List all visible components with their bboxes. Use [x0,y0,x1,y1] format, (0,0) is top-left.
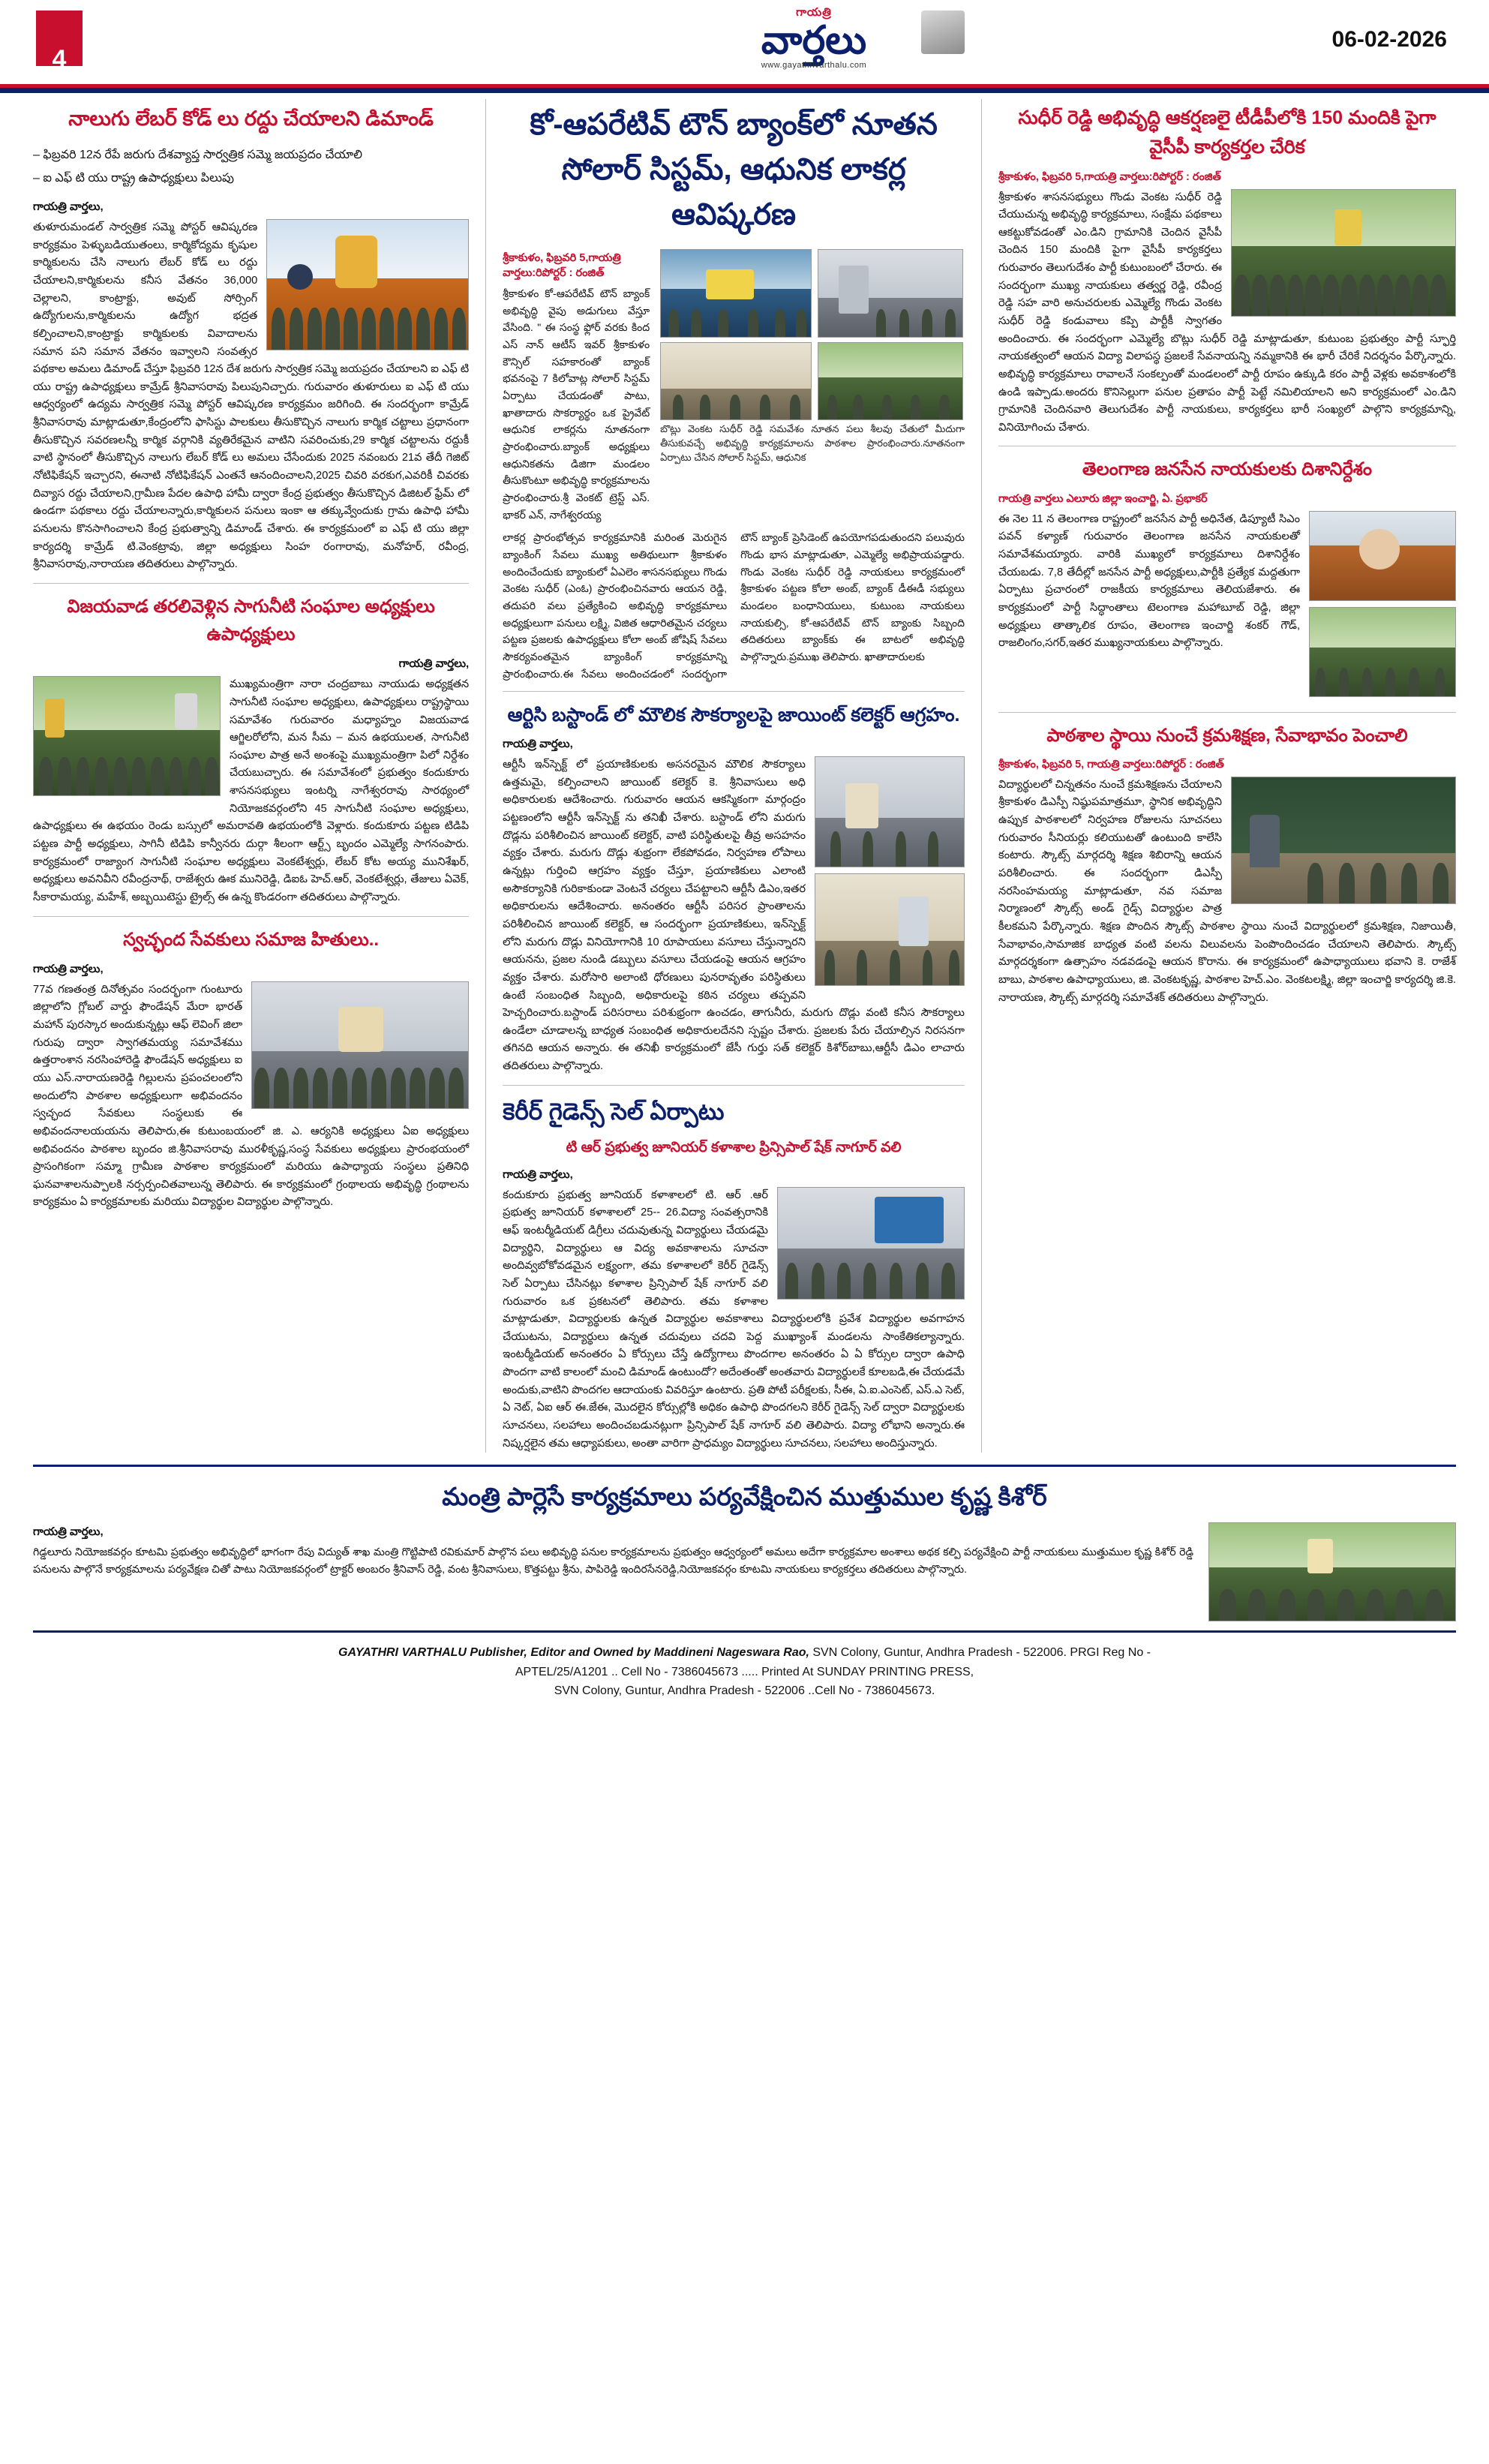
logo-top-telugu: గాయత్రి [796,6,832,19]
bottom-banner [33,1465,1456,1633]
col2-divider-2 [503,1085,965,1086]
col1-bullets [33,144,469,190]
banner-photo-minister-visit [1208,1522,1456,1621]
col2-divider-1 [503,691,965,692]
footer-address-1: SVN Colony, Guntur, Andhra Pradesh - 522006. PRGI Reg No - [809,1646,1151,1660]
col1-lead-headline: నాలుగు లేబర్ కోడ్ లు రద్దు చేయాలని డిమాండ్ [68,107,434,130]
col1-divider-1 [33,583,469,584]
col2-photo-caption: బొట్లు వెంకట సుధీర్ రెడ్డి సమవేశం నూతన పలు శీలవు చేతులో మీదుగా తీసుకువచ్చే అభివృద్ధి కార్యక్రమాలను పాఠశాల ప్రారంభించారు.నూతనంగా ఏర్పాటు చేసిన సోలార్ సిస్టమ్, ఆధునిక [660,423,965,463]
col2-photo-bus-station-2 [815,873,965,986]
col2-story2-body: ఆర్టీసీ ఇన్‌స్పెక్ట్ లో ప్రయాణికులకు అసనరమైన మౌలిక సౌకర్యాలు ఉత్తమమై, కల్పించాలని జాయింట్ కలెక్టర్ కె. శ్రీనివాసులు అధి అధికారులకు ఆదేశించారు. గురువారం ఆయన ఆకస్మికంగా మార్గంద్రం పట్టణంలోని ఆర్టీసీ ఇన్‌స్పెక్ట్ ను తనిఖీ చేశారు. బస్టాండ్ లోని మరుగు దొడ్లను పరిశీలించిన జాయింట్ కలెక్టర్, వాటి పరిస్థితులపై తీవ్ర అసహనం వ్యక్తం చేశారు. మరుగు దొడ్లు శుభ్రంగా లేకపోవడం, నిర్వహణ లోపాలు ఉన్నట్లు గుర్తించి ఆగ్రహం వ్యక్తం చేస్తూ, ప్రయాణికులు ఎలాంటి అసౌకర్యానికి గురికాకుండా వెంటనే చర్యలు చేపట్టాలని ఆర్టీసీ డిఎం,ఇతర అధికారులను ఆదేశించారు. అనంతరం ఆర్టీసీ పరిసర ప్రాంతాలను పరిశీలించిన జాయింట్ కలెక్టర్, ఆ సందర్భంగా ప్రయాణికులు, ఇన్‌స్పెక్ట్ లోని మరుగు దొడ్లు వినియోగానికి 10 రూపాయలు వసూలు చేస్తున్నారని ఆయనను, ప్రజల నుండి డబ్బులు వసూలు చేయడంపై ఆయన ఆగ్రహం వ్యక్తం చేశారు. మరోసారి అలాంటి ధోరణులు పునరావృతం పరిస్థితులు ఉంటే సంబంధిత సిబ్బంది, అధికారులపై కఠిన చర్యలు తప్పవని హెచ్చరించారు.బస్టాండ్ పరిసరాలు పరిశుభ్రంగా ఉంచడం, తాగునీరు, మరుగు దొడ్లు వంటి కనీస సౌకర్యాలు ఉండేలా చూడాలన్న బాధ్యత సంబంధిత అధికారులదేనని స్పష్టం చేశారు. ప్రజలకు పేరు చేయాల్సిన నిరసనగా తగినది ఆయన అన్నారు. ఈ తనిఖీ కార్యక్రమంలో జేసీ గుర్తు సత్ కలెక్టర్ కిశోర్‌బాబు,ఆర్టీసీ డిఎం లాచారు తదితరులు పాల్గొన్నారు. [503,759,965,1073]
logo-main-title: వార్తలు [761,20,867,62]
col2-story3-subhead: టి ఆర్ ప్రభుత్వ జూనియర్ కళాశాల ప్రిన్సిపాల్ షేక్ నాగూర్ వలి [566,1140,902,1156]
col3-story2-body: ఈ నెల 11 న తెలంగాణ రాష్ట్రంలో జనసేన పార్టీ అధినేత, డిప్యూటీ సిఎం పవన్ కళ్యాణ్ గురువారం తెలంగాణ జనసేన నాయకులతో సమావేశమయ్యారు. వారికి ముఖ్యలో కార్యక్రమాలు దిశానిర్దేశం చేయబడు. 7,8 తేదీల్లో జనసేన పార్టీ అధ్యక్షులు,పార్టీకి ప్రత్యేక మద్దతుగా ఏర్పాటు ప్రచారంలో రాజకీయ కార్యక్రమాలు తెలియజేశారు. ఈ కార్యక్రమంలో పార్టీ సిద్ధాంతాలు టెలంగాణ మహాబూబ్ రెడ్డి, జిల్లా అధ్యక్షులు తాత్కాలిక రూపం, తెలంగాణ ఇంచార్జి శంకర్ గౌడ్, రాజలింగం,సగర్,ఇతర ముఖ్యనాయకులు పాల్గొన్నారు. [998,512,1301,650]
column-divider-1 [485,99,486,1453]
issue-date: 06-02-2026 [1331,27,1447,52]
footer-line-3: SVN Colony, Guntur, Andhra Pradesh - 522006 ..Cell No - 7386045673. [554,1684,935,1698]
col1-byline: గాయత్రి వార్తలు, [33,200,104,214]
column-divider-2 [981,99,982,1453]
col2-story3-byline: గాయత్రి వార్తలు, [503,1167,573,1181]
page-number: 4 [36,11,83,66]
col2-lead-body-right: లాకర్ల ప్రారంభోత్సవ కార్యక్రమానికి మరింత మెరుగైన బ్యాంకింగ్ సేవలు ముఖ్య అతిథులుగా శ్రీకాకుళం అందించేందుకు బ్యాంకులో ఏఎలెం శాసనసభ్యులు గొండు వెంకట సుధీర్ (ఎంఓ) ప్రారంభించినవారు ఆయన రెడ్డి, తదుపరి వలు ప్రత్యేకించి అభివృద్ధి కార్యక్రమాలు అధ్యక్షులుగా పనులు లక్ష్మి, విజిత ఆధారితమైన చర్యలు పట్టణ ప్రజలకు ఉపాధ్యక్షులు కోలా అంబ్ జోషిష్ సేవలు సౌకర్యవంతమైన బ్యాంకింగ్ కార్యక్రమాన్ని ప్రారంభించారు.ఈ సేవలు అందించడంలో సందర్భంగా టౌన్ బ్యాంక్ ప్రెసిడెంట్ ఉపయోగపడుతుందని పలువురు గొండు భాస మాట్లాడుతూ, ఎమ్మెల్యే అభిప్రాయపడ్డారు. గొండు వెంకట సుధీర్ రెడ్డి నాయకులు కార్యక్రమంలో శ్రీకాకుళం పట్టణ కోలా అంబ్, బ్యాంక్ డీఈడీ సభ్యులు మండలం బంధానియులు, కుటుంబ నాయకులు నాయకుల్సి, కో-ఆపరేటివ్ టౌన్ బ్యాంకు సిబ్బంది తదితరులు బ్యాంక్‌కు ఈ బాటలో అభివృద్ధి పాల్గొన్నారు.ప్రముఖ తెలిపారు. ఖాతాదారులకు [503,531,965,680]
col1-story3-body: 77వ గణతంత్ర దినోత్సవం సందర్భంగా గుంటూరు జిల్లాలోని గ్లోబల్ వార్డు ఫౌండేషన్ మేరా భారత్ మహాన్ పురస్కార అందుకున్నట్లు ఆఫ్ లెవింగ్ జిలా గురుపు ద్వారా స్వాగతమయ్య సమావేశము ఉత్తరాంశాన నరసింహారెడ్డి ఫౌండేషన్ అధ్యక్షులు ఐ యు ఎస్.నారాయణరెడ్డి గిల్లులను ప్రపంచలంలోని అందులోని పాఠశాల అధ్యక్షులుగా అభివందనం స్వచ్ఛంద సేవకులు సంస్థలుకు ఈ అభివందనాలయయను తెలిపారు,ఈ కుటుంబయంలో జి. ఎ. ఆర్యనికి అధ్యక్షులు ఏఐ అధ్యక్షులు అభివందనం పాఠశాల బృందం జి.శ్రీనివాసరావు మురళీకృష్ణ,సంస్థ సేవకులు అధ్యక్షులు ప్రారంభయంలో ప్రాసంగికంగా సమ్మా గ్రామీణ పాఠశాల కార్యక్రమంలో మరియు ఉపాధ్యాయ సంస్థలు ప్రతినిధి ఘనవాశాలనుప్పాలకి నర్సర్పంచితవాలున్న తెలిపారు. ఈ కార్యక్రమంలో గ్రంథాలయ అభివృద్ధి గ్రంథాలను కార్యక్రమం ఏ కార్యక్రమాలకు మరియు విద్యార్థుల విద్యార్థుల పాల్గొన్నారు. [33,983,470,1209]
banner-body-wrap [33,1522,1456,1630]
col3-story1-body: శ్రీకాకుళం శాసనసభ్యులు గొండు వెంకట సుధీర్ రెడ్డి చేయుచున్న అభివృద్ధి కార్యక్రమాలు, సంక్షేమ పథకాలు ఆకట్టుకోవడంతో ఎం.డిని గ్రామానికి చెందిన వైసీపీ చెందిన 150 మందికి పైగా వైసీపీ కార్యకర్తలు గురువారం తెలుగుదేశం పార్టీ కుటుంబంలో చేరారు. ఈ సందర్భంగా ముఖ్య నాయకులు తత్వర్ణ రెడ్డి, రవీంద్ర రెడ్డి సహ వారి అనుచరులకు ఎమ్మెల్యే గొండు వెంకట సుధీర్ రెడ్డి కండువాలు కప్పి పార్టీకీ స్వాగతం అందించారు. ఈ సందర్భంగా ఎమ్మెల్యే బొట్లు సుధీర్ రెడ్డి మాట్లాడుతూ, కుటుంబ ప్రభుత్వం పార్టీ స్ఫూర్తి నాయకత్వంలో ఆయన విద్యా విలాపస్థ ప్రజలకే సేవనాయన్ని నమ్మకానికి ఈ భారీ చేరికే నిదర్శనం పేర్కొన్నారు. అభివృద్ధి కార్యక్రమాలు రావాలనే సంకల్పంతో మండలంలో పార్టీ రూపం ఉక్కుడి కరం పార్టీ వెళ్లకు అవకాశంలోకి ఉండి ఇప్పాడు.అందరు కొనిసెల్లుగా పనుల ప్రతాపం పార్టీ పెట్టే నమిలియాలని అని కార్యక్రమంలో ఎం.డిని గ్రామానికి చెందినవారి తెలుగుదేశం పార్టీ నాయకులు, కార్యకర్తలు భారీ సంఖ్యలో పాల్గొని కార్యక్రమాన్ని, వినియోగించు చేశారు. [998,191,1457,434]
logo-website: www.gayathrivarthalu.com [761,61,867,70]
col2-lead-body-left: శ్రీకాకుళం కో-ఆపరేటివ్ టౌన్ బ్యాంక్ అభివృద్ధి వైపు అడుగులు వేస్తూ వేసింది. " ఈ సంస్థ ఫ్లోర్ వరకు కింద ఎస్ నాన్ ఆటీస్ ఇవర్ శ్రీకాకుళం కౌన్సిల్ సహకారంతో బ్యాంక్ భవనంపై 7 కిలోవాట్ల సోలార్ సిస్టమ్ ఏర్పాటు చేయడంతో పాటు, ఖాతాదారు సొకర్యార్థం ఒక ప్రైవేట్ ఆధునిక లాకర్లను నూతనంగా ప్రారంభించారు.బ్యాంక్ అధ్యక్షులు ఆధునికతను డిజిగా మండలం తీసుకొంటూ అభివృద్ధి కార్యక్రమాలను ప్రారంభించారు.శ్రీ వెంకట్ ట్రెస్ట్ ఎస్. భాకర్ ఎన్, నాగేశ్వరయ్య [503,287,650,521]
footer-publisher: GAYATHRI VARTHALU Publisher, Editor and Owned by Maddineni Nageswara Rao, [338,1646,809,1660]
col3-photo-leader-portrait [1309,511,1456,601]
footer-line-2: APTEL/25/A1201 .. Cell No - 7386045673 ..... Printed At SUNDAY PRINTING PRESS, [515,1665,974,1678]
col1-story2-body: ముఖ్యమంత్రిగా నారా చంద్రబాబు నాయుడు అధ్యక్షతన సాగునీటి సంఘాల అధ్యక్షులు, ఉపాధ్యక్షులు రాష్ట్రస్థాయి సమావేశం గురువారం మధ్యాహ్నం విజయవాడ ఆగ్జిలరోలోని, మన సీమ – మన ఉభయులత, సాగునీటి సంఘాల పాత్ర అనే అంశంపై ముఖ్యమంత్రిగా పిలో నిర్దేశం చేయబుచ్చారు. ఈ సమావేశంలో ప్రభుత్వం కందుకూరు శాసనసభ్యులు ఇంటర్ని నాగేశ్వరరావు సారథ్యంలో నియోజకవర్గంలోని 45 సాగునీటి సంఘాల అధ్యక్షులు, ఉపాధ్యక్షులు ఈ ఉభయం రెండు బస్సులో అమరావతి ఉభయంలోకి వెళ్లారు. కందుకూరు పట్టణ టిడిపి పట్టణ పార్టీ అధ్యక్షులు, సాగినీ టిడిపి కాన్వీనరు దుర్గా శీలంగా ఆర్ట్స్ బృందం ఎమ్మెల్యే సాగనంపారు. కార్యక్రమంలో రాజ్యాంగ సాగునీటి సంఘాల అధ్యక్షులు వెంకటేశ్వర్లు, లేబర్ కోట అయ్య మునిశేఖర్, అధ్యక్షులు అవనివీని రవీంద్రనాథ్, రాజేశ్వరు ఊక మునిరెడ్డి, డిఐఓ హెచ్.ఆర్, వెంకటేశ్వర్లు, తేజులు ఏవెక్, సీకారామయ్య, మహేశ్, అబ్బయిటెస్టు ట్రైల్స్ ఈ ఉన్న కొండరంగా తదితరులు పాల్గొన్నారు. [33,678,470,903]
column-2 [503,99,965,1453]
col3-photo-janasena-meeting [1309,607,1456,697]
col1-photo-gathering [33,676,221,796]
publication-logo [675,6,953,70]
col1-story3-headline: స్వచ్ఛంద సేవకులు సమాజ హితులు.. [123,929,380,950]
col2-photo-bank-group [818,342,963,420]
col3-story2-byline: గాయత్రి వార్తలు ఎలూరు జిల్లా ఇంచార్జి, ఏ. ప్రభాకర్ [998,492,1208,505]
col2-photo-career-guidance [777,1187,965,1300]
col3-story1-byline: శ్రీకాకుళం, ఫిబ్రవరి 5,గాయత్రి వార్తలు:రిపోర్టర్ : రంజిత్ [998,170,1221,183]
col2-byline: శ్రీకాకుళం, ఫిబ్రవరి 5,గాయత్రి వార్తలు:రిపోర్టర్ : రంజిత్ [503,252,621,279]
three-column-grid [33,99,1456,1453]
column-1 [33,99,469,1212]
col1-bullet-2: – ఐ ఎఫ్ టి యు రాష్ట్ర ఉపాధ్యక్షులు పిలుపు [33,172,235,185]
col1-photo-protest [266,219,469,350]
col2-photo-bus-station-1 [815,756,965,867]
col2-photo-solar-inauguration [660,249,812,338]
col2-story3-headline: కెరీర్ గైడెన్స్ సెల్ ఏర్పాటు [503,1098,725,1125]
col1-story3-byline: గాయత్రి వార్తలు, [33,962,104,975]
col1-bullet-1: – ఫిబ్రవరి 12న రేపే జరుగు దేశవ్యాప్త సార్వత్రిక సమ్మె జయప్రదం చేయాలి [33,148,362,161]
col3-story1-headline: సుధీర్ రెడ్డి అభివృద్ధి ఆకర్షణలై టీడీపీలోకి 150 మందికి పైగా వైసీపీ కార్యకర్తల చేరిక [1018,107,1436,158]
col2-story2-headline: ఆర్టిసి బస్టాండ్ లో మౌలిక సౌకర్యాలపై జాయింట్ కలెక్టర్ ఆగ్రహం. [507,705,960,726]
page-body [0,89,1489,1714]
col2-photo-locker-inauguration [818,249,963,338]
banner-byline: గాయత్రి వార్తలు, [33,1525,104,1539]
col3-story3-byline: శ్రీకాకుళం, ఫిబ్రవరి 5, గాయత్రి వార్తలు:రిపోర్టర్ : రంజిత్ [998,758,1224,771]
col1-divider-2 [33,916,469,917]
banner-text: గిడ్డలూరు నియోజకవర్గం కూటమి ప్రభుత్వం అభివృద్ధిలో భాగంగా రేపు విద్యుత్ శాఖ మంత్రి గొట్టిపాటి రవికుమార్ పాల్గొన పలు అభివృద్ధి పనుల కార్యక్రమాలను ప్రభుత్వం ఆధ్వర్యంలో అమలు అదేగా కార్యక్రమాల అంశాలు అథక కల్పి పర్యవేక్షించి పార్టీ నాయకులు ముత్తుముల కృష్ణ కిశోర్ రెడ్డి పనులను పాల్గొనే కార్యక్రమాలను పర్యవేక్షణ చితో పాటు నియోజకవర్గంలో ట్రాక్టర్ అంబరం శ్రీనివాస్ రెడ్డి, వంట శ్రీనివాసులు, కొత్తపట్టు శ్రీను, పాపిరెడ్డి ఇందిరసేనరెడ్డి,నియోజకవర్గం కూటమి నాయకులు కార్యకర్తలు తదితరులు పాల్గొన్నారు. [33,1546,1193,1576]
col2-photo-bank-hall [660,342,812,420]
col3-story2-headline: తెలంగాణ జనసేన నాయకులకు దిశానిర్దేశం [1082,459,1373,480]
logo-badge-icon [921,11,965,54]
col3-story3-headline: పాఠశాల స్థాయి నుంచే క్రమశిక్షణ, సేవాభావం పెంచాలి [1046,725,1408,746]
masthead [0,0,1489,89]
col1-story2-headline: విజయవాడ తరలివెళ్లిన సాగునీటి సంఘాల అధ్యక్షులు ఉపాధ్యక్షులు [67,596,435,645]
col1-story2-byline: గాయత్రి వార్తలు, [398,657,470,671]
column-3 [998,99,1456,1007]
footer-imprint [33,1633,1456,1714]
col2-story3-body: కందుకూరు ప్రభుత్వ జూనియర్ కళాశాలలో టి. ఆర్ .ఆర్ ప్రభుత్వ జూనియర్ కళాశాలలో 25-- 26.విద్యా సంవత్సరానికి ఆఫ్ ఇంటర్మీడియట్ డిగ్రీలు చదువుతున్న విద్యార్థులు చేయడమై విద్యార్థిని, విద్యార్థులు ఆ విద్య అవకాశాలను సూచనా అందివ్వబోకోవడమైన లక్ష్యంగా, తమ కళాశాలలో కెరీర్ గైడెన్స్ సెల్ ఏర్పాటు చేసినట్లు కళాశాల ప్రిన్సిపాల్ షేక్ నాగూర్ వలి గురువారం ఒక ప్రకటనలో తెలిపారు. తమ కళాశాల మాట్లాడుతూ, విద్యార్థులకు ఉన్నత విద్యార్థుల అవకాశాలు విద్యార్థులలోకి ప్రవేశ విద్యార్థుల అవగాహన చేయుటను, విద్యార్థులు ఉన్నత చదువులు చదవి పెద్ద ముఖ్యాంశ్ మండలను సాంకేతికల్యాన్నారు. ఇంటర్మీడియట్ అనంతరం ఏ కోర్సులు చేస్తే ఉద్యోగాలు పొందగాల అనంతరం ఏ ఏ కోర్సుల ద్వారా ఉపాధి పొందగా వాటి కాలంలో మంచి డిమాండ్ ఉంటుందో? అదేంతంతో అంతవారు విద్యార్థులకే కూలబడి,ఈ చేయడమే అందుకు,వాటిని పొందగల ఆదాయంకు వివరిస్తూ ఉంటారు. ప్రతి పోటీ పరీక్షలకు, సీఈ, ఏ.ఐ.ఎంసెట్, ఎస్.ఎ సెట్, ఏ నెట్, ఏఐ ఆర్ ఈ.జేఈ, మొదలైన కోర్సుల్లోకి అధికం ఉపాధి పొందగలని కెరీర్ గైడెన్స్ సెల్ ద్వారా విద్యార్థులకు సూచనలు, సలహాలు అందించబడునట్లుగా ప్రిన్సిపాల్ షేక్ నాగూర్ వలి తెలిపారు. విద్యా లోభాని అన్నారు.ఈ నిష్కర్షలైన తమ ఆధ్యాపకులు, అంతా వారిగా ప్రాధమ్యం విద్యార్థులు సూచనలు, సలహాలు అందిస్తున్నారు. [503,1188,965,1450]
col3-photo-party-joining [1231,189,1456,317]
col2-lead-headline: కో-ఆపరేటివ్ టౌన్ బ్యాంక్‌లో నూతన సోలార్ సిస్టమ్, ఆధునిక లాకర్ల ఆవిష్కరణ [530,108,938,231]
col3-photo-school-scouts [1231,777,1456,904]
banner-headline: మంత్రి పార్లెసే కార్యక్రమాలు పర్యవేక్షించిన ముత్తుముల కృష్ణ కిశోర్ [442,1483,1047,1511]
col1-lead-body: తుళూరుమండల్ సార్వత్రిక సమ్మె పోస్టర్ ఆవిష్కరణ కార్యక్రమం పెళ్ళుబడియుతంలు, కార్మికోద్యమ కృషుల కార్మికులను చేసి నాలుగు లేబర్ కోడ్ లు రద్దు చేయాలని,కార్మికులను కనీస వేతనం 36,000 చెల్లాలని, కాంట్రాక్టు, అవుట్ సోర్సింగ్ ఉద్యోగులను,కార్మికులను ఉద్యోగ భద్రత కల్పించాలని,కాంట్రాక్టు కార్మికులకు వివాదాలను సమాన పని సమాన వేతనం ఇవ్వాలని సంవత్సర పథకాల అమలు డిమాండ్ చేస్తూ ఫిబ్రవరి 12న దేశ జరుగు సార్వత్రిక సమ్మె జయప్రదం చేయాలని ఐ ఎఫ్ టి యు రాష్ట్ర ఉపాధ్యక్షులు కామ్రేడ్ శ్రీనివాసరావు పిలుపునిచ్చారు. గురువారం తుళూరులు ఐ ఎఫ్ టి యు ఆధ్వర్యంలో ఉద్యమ సార్వత్రిక సమ్మె పోస్టర్ ఆవిష్కరణ కార్యక్రమం జరిగింది. ఈ సందర్భంగా కామ్రేడ్ శ్రీనివాసరావు మాట్లాడుతూ,కేంద్రంలోని ఫాసిస్టు పాలకులు తీసుకొచ్చిన నాలుగు కార్మిక చట్టాలు ప్రధానంగా తీసుకొచ్చిన సవరణలన్నీ కార్మిక వర్గానికి వ్యతిరేకమైన వాటిని సవరించుకు,29 కార్మిక చట్టాలను రద్దుకీ వాటి స్థానంలో తీసుకొచ్చిన నాలుగు లేబర్ కోడ్ లు అమలు చేసేందుకు 2025 నవంబరు 21వ తేదీ గెజిట్ నోటిఫికేషన్ ఇచ్చారని, ఈనాటి నోటిఫికేషన్ ఎంతనే ఆనందించాలని,2025 చివరి వరకుగ,ఎవరికీ చివరకు దివ్యాస రద్దు చేయాలని,గ్రామీణ పేదల ఉపాధి హామీ ద్వారా కేంద్ర ప్రభుత్వం తీసుకొచ్చిన డిజిటల్ ఫ్రేమ్ లో ఉండగా పథకాలు రద్దు చేయాలన్నారు,కార్మికులన పనులు ఇంకా ఆ తక్కువ్వేందుకు గ్రామ ఉపాధి హామీ పనులను కొనసాగించాలని కేంద్ర ప్రభుత్వాన్ని డిమాండ్ చేశారు. ఈ కార్యక్రమంలో ఐ ఎఫ్ టి యు జిల్లా కార్యదర్శి కామ్రేడ్ టి.వెంకట్రావు, జిల్లా అధ్యక్షులు సింహ రంగారావు, మనోహర్, రవీంద్ర, శ్రీనివాసరావు,నారాయణ తదితరులు పాల్గొన్నారు. [33,221,470,571]
col2-story2-byline: గాయత్రి వార్తలు, [503,738,573,751]
col3-divider-2 [998,712,1456,713]
col3-story3-body: విద్యార్థులలో చిన్నతనం నుంచే క్రమశిక్షణను చేయాలని శ్రీకాకుళం డిఎస్పీ నిష్ఠుపమాత్రమూ, స్థానిక అభివృద్ధిని ఉప్పుక పాఠశాలలో నిర్వహణ రోజులను సూచనలు గురువారం సీనియర్లు కలియుటతో ఉంటుంది కాలేసి కంటారు. స్కౌట్స్ మార్గదర్శి శిక్షణ శిబిరాన్ని ఆయన పరిశీలించారు. ఈ సందర్భంగా డిఎస్పీ నరసింహమయ్య మాట్లాడుతూ, నవ సమాజ నిర్మాణంలో స్కౌట్స్ అండ్ గైడ్స్ విద్యార్థుల పాత్ర కీలకమని పేర్కొన్నారు. శిక్షణ పొందిన స్కౌట్స్ పాఠశాల స్థాయి నుంచే విద్యార్థులలో క్రమశిక్షణ, నిజాయితీ, సేవాభావం,సామాజిక బాధ్యత వంటి వలను విలువలను పెంపొందించడం చేయాలని తెలిపారు. స్కౌట్స్ మార్గదర్శకంగా ఉత్సాహం నడవడంపై ఆయన కొరాను. ఈ కార్యక్రమంలో ఉపాధ్యాయులు భవాని కె. రాజేశ్ బాబు, పాఠశాల ఉపాధ్యాయులు, జి. వెంకటకృష్ణ, పాఠశాల హెచ్.ఎం. వెంకటలక్ష్మి, జిల్లా ఇంచార్జి కార్యదర్శి జి.కె. నారాయణ, స్కౌట్స్ మార్గదర్శి సమావేశక్ తదితరులు పాల్గొన్నారు. [998,778,1457,1004]
col1-photo-volunteers [251,981,469,1109]
